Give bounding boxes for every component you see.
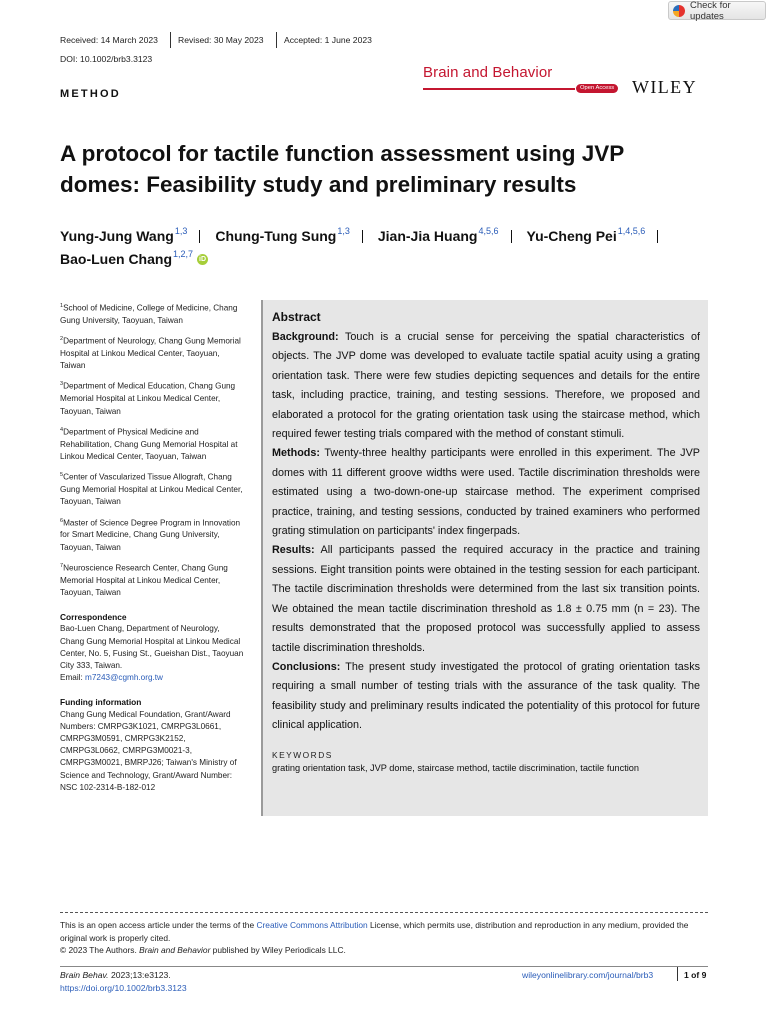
abstract-box — [261, 300, 708, 816]
abstract-conclusions: Conclusions: The present study investigated the protocol of grating orientation tasks requiring a small number of testing trials with the assurance of the task quality. The feasibility study and preliminary results indicated the potentiality of this protocol for future clinical application. — [272, 660, 700, 732]
author-affiliation-ref[interactable]: 1,4,5,6 — [617, 226, 646, 236]
author-separator — [511, 230, 512, 243]
affiliation-item: $^7$Neuroscience Research Center, Chang Gung Memorial Hospital at Linkou Medical Center, Taoyuan, Taiwan — [60, 562, 228, 597]
author-name[interactable]: Jian-Jia Huang — [377, 228, 478, 244]
license-divider — [60, 912, 708, 913]
citation: Brain Behav. 2023;13:e3123. — [60, 970, 171, 980]
publisher-logo: WILEY — [632, 77, 697, 97]
author-separator — [199, 230, 200, 243]
journal-name: Brain and Behavior — [423, 64, 553, 81]
author-affiliation-ref[interactable]: 1,2,7 — [173, 249, 194, 259]
affiliation-item: $^3$Department of Medical Education, Chang Gung Memorial Hospital at Linkou Medical Center, Taoyuan, Taiwan — [60, 381, 236, 416]
correspondence-text: Bao-Luen Chang, Department of Neurology, Chang Gung Memorial Hospital at Linkou Medical Center, No. 5, Fusing St., Gueishan Dist., Taoyuan City 333, Taiwan. Email: m7243@cgmh.org.tw — [60, 624, 244, 683]
article-title: A protocol for tactile function assessment using JVP domes: Feasibility study and preliminary results — [60, 141, 624, 197]
article-type: METHOD — [60, 88, 121, 100]
keywords-list: grating orientation task, JVP dome, staircase method, tactile discrimination, tactile function — [272, 762, 640, 773]
check-for-updates-button[interactable] — [668, 1, 766, 20]
footer-divider — [60, 966, 708, 967]
author-name[interactable]: Yung-Jung Wang — [60, 228, 174, 244]
author-list-line-2 — [60, 251, 208, 267]
journal-site-link[interactable]: wileyonlinelibrary.com/journal/brb3 — [522, 970, 654, 980]
abstract-heading: Abstract — [272, 310, 321, 324]
affiliation-item: $^2$Department of Neurology, Chang Gung Memorial Hospital at Linkou Medical Center, Taoyuan, Taiwan — [60, 336, 241, 371]
author-name[interactable]: Yu-Cheng Pei — [526, 228, 617, 244]
affiliations-column — [60, 300, 245, 794]
correspondence-heading: Correspondence — [60, 612, 127, 623]
email-link[interactable]: m7243@cgmh.org.tw — [85, 673, 163, 683]
abstract-results: Results: All participants passed the required accuracy in the practice and training sessions. Eight transition points were obtained in the testing session for each participant. The tactile discrimination thresholds were determined from the last six transition points. We obtained the mean tactile discrimination threshold as 1.8 ± 0.75 mm (n = 23). The results demonstrated that the proposed protocol was successfully applied to assess tactile discrimination thresholds. — [272, 544, 700, 654]
author-name[interactable]: Bao-Luen Chang — [60, 251, 172, 267]
received-date: Received: 14 March 2023 — [60, 35, 158, 45]
doi-link[interactable]: https://doi.org/10.1002/brb3.3123 — [60, 983, 187, 993]
date-separator — [276, 32, 277, 48]
affiliation-item: $^6$Master of Science Degree Program in Innovation for Smart Medicine, Chang Gung University, Taoyuan, Taiwan — [60, 517, 241, 552]
funding-text: Chang Gung Medical Foundation, Grant/Award Numbers: CMRPG3K1021, CMRPG3L0661, CMRPG3M0591, CMRPG3K2152, CMRPG3L0662, CMRPG3M0021-3, CMRPG3M0021, BMRPJ26; Taiwan's Ministry of Science and Technology, Grant/Award Number: NSC 102-2314-B-182-012 — [60, 709, 237, 792]
crossmark-icon — [673, 5, 685, 17]
author-affiliation-ref[interactable]: 4,5,6 — [478, 226, 499, 236]
revised-date: Revised: 30 May 2023 — [178, 35, 264, 45]
accepted-date: Accepted: 1 June 2023 — [284, 35, 372, 45]
author-name[interactable]: Chung-Tung Sung — [215, 228, 337, 244]
journal-brand-bar — [423, 88, 575, 90]
license-text: This is an open access article under the terms of the Creative Commons Attribution License, which permits use, distribution and reproduction in any medium, provided the original work is properly cited. © 2023 The Authors. Brain and Behavior published by Wiley Periodicals LLC. — [60, 920, 689, 956]
affiliation-item: $^1$School of Medicine, College of Medicine, Chang Gung University, Taoyuan, Taiwan — [60, 303, 238, 325]
open-access-badge: Open Access — [576, 84, 618, 93]
author-list-line-1 — [60, 228, 673, 244]
footer-separator — [677, 967, 678, 981]
abstract-methods: Methods: Twenty-three healthy participants were enrolled in this experiment. The JVP domes with 11 different groove widths were used. Tactile discrimination thresholds were estimated using a two-down-one-up staircase method. The experiment comprised practice, training, and testing sessions, conducted by trained examiners who performed grating stimulation on participants' index fingerpads. — [272, 447, 700, 538]
affiliation-item: $^4$Department of Physical Medicine and Rehabilitation, Chang Gung Memorial Hospital at Linkou Medical Center, Taoyuan, Taiwan — [60, 426, 238, 461]
author-separator — [657, 230, 658, 243]
funding-heading: Funding information — [60, 697, 142, 708]
check-for-updates-label: Check for updates — [690, 0, 731, 22]
date-separator — [170, 32, 171, 48]
keywords-heading: KEYWORDS — [272, 749, 333, 760]
doi: DOI: 10.1002/brb3.3123 — [60, 54, 153, 64]
author-affiliation-ref[interactable]: 1,3 — [174, 226, 188, 236]
affiliation-item: $^5$Center of Vascularized Tissue Allograft, Chang Gung Memorial Hospital at Linkou Medical Center, Taoyuan, Taiwan — [60, 472, 243, 507]
author-separator — [362, 230, 363, 243]
abstract-background: Background: Touch is a crucial sense for perceiving the spatial characteristics of objects. The JVP dome was developed to evaluate tactile spatial acuity using a grating orientation task. There were few studies depicting sequences and details for the entire task, including practice, training, and testing sessions. Therefore, we proposed and elaborated a protocol for the grating orientation task using the staircase method, which required fewer testing trials compared with the method of constant stimuli. — [272, 331, 700, 441]
orcid-icon[interactable]: iD — [199, 255, 207, 263]
author-affiliation-ref[interactable]: 1,3 — [337, 226, 350, 236]
page-number: 1 of 9 — [684, 970, 707, 980]
creative-commons-link[interactable]: Creative Commons Attribution — [256, 920, 368, 930]
